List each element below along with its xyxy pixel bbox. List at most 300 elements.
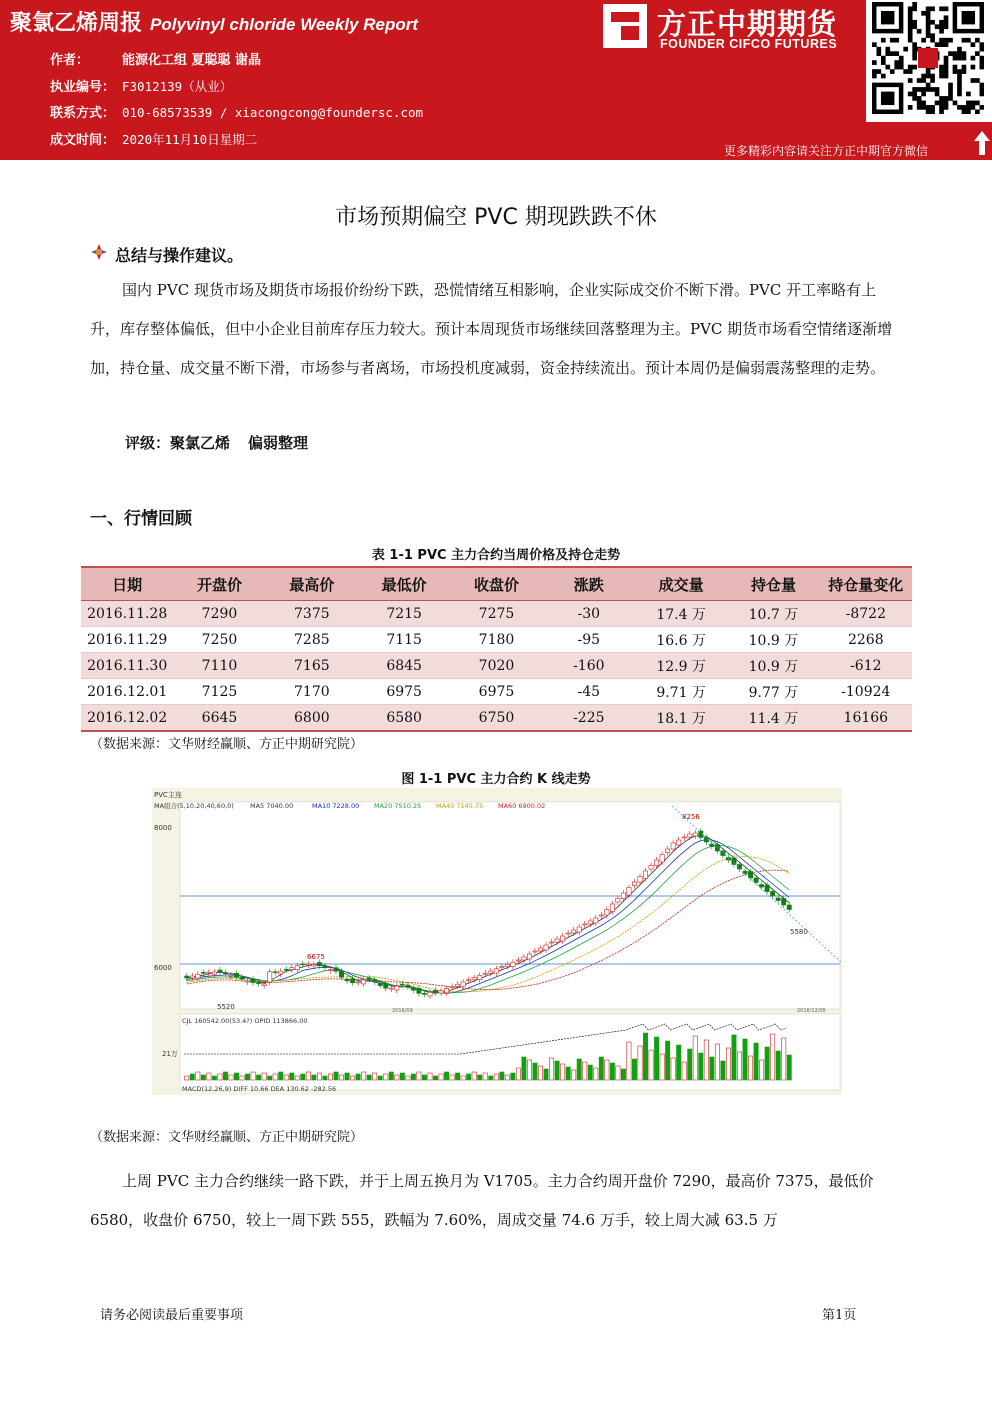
qr-module: [912, 6, 917, 11]
meta-license: 执业编号： F3012139（从业）: [50, 79, 233, 95]
qr-module: [980, 42, 984, 47]
candle: [268, 972, 272, 982]
qr-module: [944, 105, 949, 110]
qr-module: [876, 51, 881, 56]
table-cell: 6645: [173, 705, 265, 732]
candle: [599, 915, 603, 916]
qr-module: [971, 56, 976, 61]
candle: [505, 964, 509, 966]
volume-bar: [229, 1075, 233, 1080]
qr-module: [890, 38, 895, 43]
figure-source: （数据来源：文华财经赢顺、方正中期研究院）: [90, 1130, 364, 1145]
qr-module: [957, 87, 962, 92]
volume-bar: [765, 1047, 769, 1080]
candle: [677, 840, 681, 845]
candle: [273, 972, 277, 973]
table-row: [81, 601, 912, 627]
volume-bar: [715, 1044, 719, 1080]
qr-module: [971, 78, 976, 83]
report-title-cn: 聚氯乙烯周报: [10, 11, 143, 36]
qr-module: [921, 92, 926, 97]
candle: [223, 973, 227, 974]
volume-bar: [583, 1062, 587, 1080]
candle: [654, 860, 658, 866]
volume-bar: [732, 1035, 736, 1080]
qr-module: [894, 38, 899, 43]
qr-module: [876, 69, 881, 74]
volume-bar: [677, 1045, 681, 1080]
candle: [704, 838, 708, 843]
volume-bar: [234, 1073, 238, 1080]
volume-bar: [201, 1075, 205, 1080]
qr-code-icon: [872, 2, 984, 114]
table-body: [81, 601, 912, 732]
qr-module: [872, 69, 877, 74]
candle: [522, 957, 526, 960]
candle: [212, 972, 216, 974]
volume-bar: [516, 1068, 520, 1080]
qr-module: [939, 20, 944, 25]
qr-module: [962, 65, 967, 70]
qr-module: [885, 47, 890, 52]
qr-module: [948, 92, 953, 97]
volume-bar: [450, 1075, 454, 1080]
candle: [533, 951, 537, 952]
qr-module: [930, 6, 935, 11]
table-row: [81, 679, 912, 705]
qr-module: [962, 105, 967, 110]
volume-bar: [649, 1050, 653, 1080]
kline-chart: [152, 788, 842, 1095]
qr-module: [899, 60, 904, 65]
annotation-last: 5580: [790, 928, 808, 936]
table-cell: -45: [543, 679, 635, 705]
qr-module: [962, 110, 967, 114]
qr-module: [939, 110, 944, 114]
qr-module: [980, 47, 984, 52]
candle: [632, 882, 636, 886]
qr-module: [930, 74, 935, 79]
candle: [262, 984, 266, 986]
volume-bar: [594, 1068, 598, 1080]
table-cell: -160: [543, 653, 635, 679]
table-header-cell: 最高价: [266, 567, 358, 601]
volume-bar: [737, 1052, 741, 1080]
volume-bar: [511, 1073, 515, 1080]
candle: [361, 980, 365, 984]
volume-bar: [256, 1075, 260, 1080]
volume-bar: [196, 1072, 200, 1080]
macd-label: MACD(12,26,9) DIFF 10.66 DEA 130.62 -282.56: [182, 1085, 337, 1093]
table-cell: 6580: [358, 705, 450, 732]
qr-module: [948, 83, 953, 88]
candle: [328, 970, 332, 971]
qr-module: [944, 42, 949, 47]
volume-bar: [489, 1076, 493, 1080]
table-row: [81, 653, 912, 679]
candle: [218, 970, 222, 973]
table-cell: 6975: [450, 679, 542, 705]
qr-module: [944, 15, 949, 20]
volume-bar: [544, 1069, 548, 1080]
qr-module: [962, 38, 967, 43]
qr-module: [930, 38, 935, 43]
diamond-bullet-icon: [90, 243, 108, 261]
volume-bar: [505, 1075, 509, 1080]
table-cell: 2016.12.02: [81, 705, 173, 732]
candle: [787, 905, 791, 910]
table-cell: 7275: [450, 601, 542, 627]
candle: [323, 966, 327, 968]
volume-bar: [472, 1072, 476, 1080]
table-cell: 7215: [358, 601, 450, 627]
volume-bar: [494, 1074, 498, 1080]
x-label-start: 2016/09: [392, 1008, 413, 1014]
qr-module: [921, 87, 926, 92]
volume-bar: [787, 1055, 791, 1080]
figure-caption: 图 1-1 PVC 主力合约 K 线走势: [401, 772, 591, 787]
volume-bar: [190, 1074, 194, 1080]
footer-disclaimer: 请务必阅读最后重要事项: [100, 1308, 244, 1323]
volume-bar: [406, 1076, 410, 1080]
volume-bar: [638, 1046, 642, 1080]
table-cell: 2016.11.29: [81, 627, 173, 653]
volume-bar: [262, 1073, 266, 1080]
candle: [544, 945, 548, 950]
table-cell: 7115: [358, 627, 450, 653]
table-cell: -30: [543, 601, 635, 627]
volume-bar: [218, 1074, 222, 1080]
qr-module: [926, 105, 931, 110]
qr-module: [917, 78, 922, 83]
qr-module: [980, 92, 984, 97]
candle: [345, 979, 349, 981]
volume-bar: [356, 1074, 360, 1080]
page-number: 第1页: [822, 1308, 857, 1323]
table-cell: 7165: [266, 653, 358, 679]
table-row: [81, 705, 912, 732]
volume-bar: [726, 1048, 730, 1080]
qr-module: [930, 20, 935, 25]
volume-bar: [643, 1033, 647, 1080]
qr-module: [921, 38, 926, 43]
table-cell: 17.4 万: [635, 601, 727, 627]
candle: [461, 982, 465, 986]
candle: [511, 962, 515, 966]
table-cell: 9.77 万: [727, 679, 819, 705]
candle: [373, 980, 377, 982]
brand-name-en: FOUNDER CIFCO FUTURES: [660, 37, 838, 51]
table-header-cell: 最低价: [358, 567, 450, 601]
qr-module: [903, 69, 908, 74]
qr-module: [971, 101, 976, 106]
volume-bar: [240, 1076, 244, 1080]
table-cell: -225: [543, 705, 635, 732]
volume-bar: [566, 1067, 570, 1080]
candle: [234, 973, 238, 977]
volume-bar: [268, 1076, 272, 1080]
meta-contact: 联系方式： 010-68573539 / xiacongcong@foundersc.com: [50, 105, 424, 121]
table-cell: 18.1 万: [635, 705, 727, 732]
volume-bar: [251, 1072, 255, 1080]
table-source: （数据来源：文华财经赢顺、方正中期研究院）: [90, 737, 364, 752]
qr-module: [926, 83, 931, 88]
qr-module: [908, 15, 913, 20]
qr-module: [926, 74, 931, 79]
candle: [549, 942, 553, 943]
qr-module: [953, 56, 958, 61]
candle: [207, 972, 211, 973]
candle: [610, 904, 614, 912]
qr-module: [944, 65, 949, 70]
table-header-cell: 开盘价: [173, 567, 265, 601]
candle: [638, 877, 642, 883]
table-cell: 6750: [450, 705, 542, 732]
qr-module: [908, 6, 913, 11]
volume-bar: [748, 1056, 752, 1080]
candle: [395, 986, 399, 990]
chart-title: PVC主连: [154, 791, 182, 799]
qr-module: [926, 20, 931, 25]
volume-bar: [444, 1072, 448, 1080]
candle: [572, 930, 576, 933]
qr-module: [966, 101, 971, 106]
qr-module: [957, 74, 962, 79]
table-header-row: [81, 567, 912, 601]
ma-legend-item: MA20 7510.25: [374, 802, 422, 810]
volume-bar: [428, 1073, 432, 1080]
qr-module: [948, 96, 953, 101]
qr-module: [957, 105, 962, 110]
qr-module: [926, 11, 931, 16]
brand-logo-icon: [603, 4, 647, 48]
qr-module: [899, 65, 904, 70]
qr-module: [926, 69, 931, 74]
qr-module: [908, 65, 913, 70]
ma-legend-item: MA40 7145.75: [436, 802, 484, 810]
candle: [643, 871, 647, 879]
candle: [400, 984, 404, 985]
table-cell: 12.9 万: [635, 653, 727, 679]
qr-module: [962, 69, 967, 74]
candle: [594, 918, 598, 923]
qr-module: [881, 56, 886, 61]
volume-bar: [721, 1061, 725, 1080]
candle: [185, 976, 189, 978]
candle: [339, 971, 343, 977]
candle: [306, 964, 310, 965]
qr-module: [948, 38, 953, 43]
report-title: [10, 6, 418, 37]
qr-module: [908, 78, 913, 83]
qr-module: [930, 110, 935, 114]
qr-module: [930, 78, 935, 83]
qr-module: [939, 96, 944, 101]
ma-legend-item: MA5 7040.00: [250, 802, 294, 810]
table-cell: -95: [543, 627, 635, 653]
volume-bar: [682, 1062, 686, 1080]
candle: [284, 969, 288, 970]
qr-module: [975, 110, 980, 114]
table-cell: 16.6 万: [635, 627, 727, 653]
candle: [494, 969, 498, 973]
table-cell: 2016.12.01: [81, 679, 173, 705]
candle: [455, 984, 459, 986]
qr-center-logo: [918, 48, 938, 68]
candle: [472, 978, 476, 980]
volume-bar: [555, 1061, 559, 1080]
candle: [422, 993, 426, 994]
table-cell: 7290: [173, 601, 265, 627]
qr-module: [944, 56, 949, 61]
volume-bar: [466, 1074, 470, 1080]
volume-bar: [671, 1058, 675, 1080]
qr-module: [921, 74, 926, 79]
table-header-cell: 持仓量: [727, 567, 819, 601]
volume-bar: [754, 1043, 758, 1080]
table-header-cell: 成交量: [635, 567, 727, 601]
table-cell: 7110: [173, 653, 265, 679]
qr-module: [966, 38, 971, 43]
qr-module: [912, 87, 917, 92]
qr-module: [872, 74, 877, 79]
qr-module: [894, 60, 899, 65]
qr-module: [890, 69, 895, 74]
qr-module: [926, 87, 931, 92]
candle: [478, 975, 482, 979]
qr-module: [912, 96, 917, 101]
qr-module: [944, 101, 949, 106]
qr-module: [921, 105, 926, 110]
price-table: [81, 566, 912, 732]
volume-bar: [621, 1069, 625, 1080]
qr-module: [935, 87, 940, 92]
qr-finder: [881, 92, 894, 105]
volume-bar: [461, 1076, 465, 1080]
table-header-cell: 持仓量变化: [820, 567, 912, 601]
meta-author: 作者： 能源化工组 夏聪聪 谢晶: [50, 53, 262, 68]
candle: [616, 899, 620, 903]
qr-module: [908, 11, 913, 16]
volume-bar: [588, 1065, 592, 1080]
candle: [588, 921, 592, 924]
qr-module: [881, 38, 886, 43]
table-cell: -10924: [820, 679, 912, 705]
qr-module: [948, 87, 953, 92]
candle: [367, 978, 371, 980]
volume-bar: [654, 1037, 658, 1080]
qr-module: [944, 20, 949, 25]
market-review-text: 上周 PVC 主力合约继续一路下跌，并于上周五换月为 V1705。主力合约周开盘价 7290，最高价 7375，最低价 6580，收盘价 6750，较上一周下跌 555，跌幅为 7.60%，周成交量 74.6 万手，较上周大减 63.5 万: [90, 1172, 874, 1229]
candle: [466, 980, 470, 981]
qr-finder: [881, 11, 894, 24]
qr-module: [903, 47, 908, 52]
qr-module: [926, 110, 931, 114]
qr-module: [971, 105, 976, 110]
candle: [245, 981, 249, 982]
qr-module: [953, 51, 958, 56]
table-header-cell: 日期: [81, 567, 173, 601]
annotation-high: 8256: [682, 813, 700, 821]
table-cell: 10.9 万: [727, 627, 819, 653]
volume-bar: [560, 1064, 564, 1080]
volume-label: CJL 160542.00(53.4?) OPID 113866.00: [182, 1017, 308, 1025]
qr-module: [921, 78, 926, 83]
candle: [196, 974, 200, 978]
qr-module: [962, 56, 967, 61]
volume-bar: [339, 1075, 343, 1080]
qr-module: [980, 87, 984, 92]
candle: [384, 984, 388, 989]
table-row: [81, 627, 912, 653]
candle: [301, 964, 305, 965]
ma-legend-item: MA60 6900.02: [498, 802, 546, 810]
annotation-6675: 6675: [307, 953, 325, 961]
volume-bar: [378, 1076, 382, 1080]
volume-bar: [306, 1072, 310, 1080]
candle: [489, 971, 493, 973]
candle: [417, 988, 421, 993]
qr-module: [939, 69, 944, 74]
candle: [770, 892, 774, 897]
qr-module: [957, 51, 962, 56]
qr-module: [930, 87, 935, 92]
annotation-low: 5520: [217, 1003, 235, 1011]
qr-module: [939, 74, 944, 79]
volume-bar: [185, 1076, 189, 1080]
qr-module: [926, 33, 931, 38]
volume-bar: [290, 1073, 294, 1080]
qr-module: [921, 101, 926, 106]
summary-heading: 总结与操作建议。: [115, 246, 244, 265]
x-label-end: 2016/12/05: [797, 1008, 826, 1014]
section-heading-market-review: 一、行情回顾: [90, 509, 192, 529]
qr-module: [957, 92, 962, 97]
qr-module: [939, 105, 944, 110]
volume-bar: [317, 1073, 321, 1080]
table-cell: 2016.11.28: [81, 601, 173, 627]
candle: [190, 976, 194, 978]
qr-module: [939, 65, 944, 70]
table-cell: 9.71 万: [635, 679, 727, 705]
candle: [671, 843, 675, 849]
volume-bar: [759, 1060, 763, 1080]
candle: [583, 924, 587, 925]
qr-module: [980, 65, 984, 70]
candle: [295, 966, 299, 970]
table-cell: -8722: [820, 601, 912, 627]
volume-bar: [389, 1072, 393, 1080]
qr-module: [975, 38, 980, 43]
qr-module: [953, 69, 958, 74]
qr-module: [917, 105, 922, 110]
qr-module: [872, 60, 877, 65]
page-title: 市场预期偏空 PVC 期现跌跌不休: [335, 205, 657, 230]
qr-module: [881, 60, 886, 65]
candle: [782, 899, 786, 906]
qr-module: [908, 20, 913, 25]
qr-module: [962, 51, 967, 56]
candle: [500, 967, 504, 968]
volume-bar: [367, 1075, 371, 1080]
candle: [350, 979, 354, 983]
qr-module: [939, 38, 944, 43]
qr-module: [930, 105, 935, 110]
qr-module: [890, 51, 895, 56]
table-cell: 7020: [450, 653, 542, 679]
qr-module: [908, 92, 913, 97]
table-caption: 表 1-1 PVC 主力合约当周价格及持仓走势: [371, 548, 621, 563]
